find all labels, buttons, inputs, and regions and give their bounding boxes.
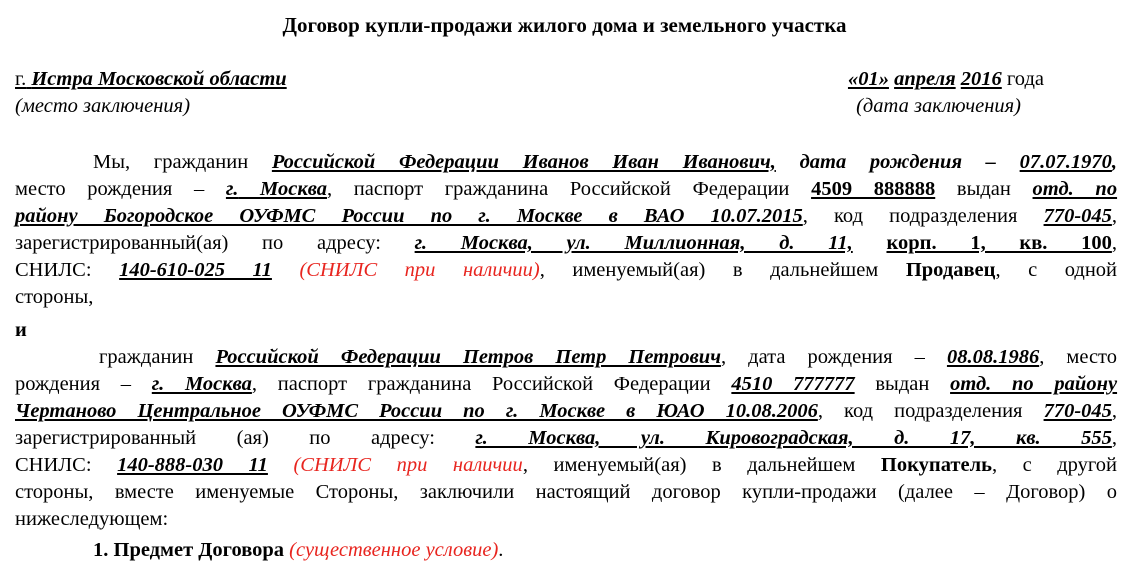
- seller-line-4: зарегистрированный(ая) по адресу: г. Москва, ул. Миллионная, д. 11, корп. 1, кв. 100,: [15, 232, 1118, 254]
- place-caption: (место заключения): [15, 95, 191, 117]
- date-suffix: года: [1006, 68, 1044, 90]
- seller-role: Продавец: [905, 259, 996, 281]
- buyer-line-2: рождения – г. Москва, паспорт гражданина Российской Федерации 4510 777777 выдан отд. по району: [15, 373, 1118, 395]
- seller-address: г. Москва, ул. Миллионная, д. 11,: [414, 232, 853, 254]
- section-1-title: 1. Предмет Договора: [93, 539, 285, 561]
- place-of-signing: г. Истра Московской области: [15, 68, 287, 90]
- buyer-line-7: нижеследующем:: [15, 508, 169, 530]
- buyer-line-5: СНИЛС: 140-888-030 11 (СНИЛС при наличии, именуемый(ая) в дальнейшем Покупатель, с другой: [15, 454, 1117, 476]
- seller-dob: 07.07.1970: [1019, 151, 1112, 173]
- seller-line-3: району Богородское ОУФМС России по г. Москве в ВАО 10.07.2015, код подразделения 770-045,: [15, 205, 1118, 227]
- seller-snils: 140-610-025 11: [119, 259, 272, 281]
- buyer-role: Покупатель: [880, 454, 992, 476]
- buyer-address: г. Москва, ул. Кировоградская, д. 17, кв. 555: [475, 427, 1112, 449]
- buyer-dob: 08.08.1986: [946, 346, 1040, 368]
- date-day: «01»: [847, 68, 889, 90]
- seller-division-code: 770-045: [1043, 205, 1112, 227]
- document-title: Договор купли-продажи жилого дома и земельного участка: [282, 13, 847, 37]
- buyer-birthplace: г. Москва: [151, 373, 252, 395]
- date-month: апреля: [894, 68, 956, 90]
- date-caption: (дата заключения): [856, 95, 1021, 117]
- buyer-issued-by: Чертаново Центральное ОУФМС России по г. Москве в ЮАО 10.08.2006: [15, 400, 818, 422]
- date-year: 2016: [960, 68, 1002, 90]
- caption-row: [15, 93, 1117, 119]
- seller-line-2: место рождения – г. Москва, паспорт гражданина Российской Федерации 4509 888888 выдан отд. по: [15, 178, 1118, 200]
- place-city: Истра Московской области: [31, 68, 287, 90]
- buyer-line-3: Чертаново Центральное ОУФМС России по г. Москве в ЮАО 10.08.2006, код подразделения 770-045,: [15, 400, 1118, 422]
- buyer-passport: 4510 777777: [731, 373, 855, 395]
- buyer-name: Российской Федерации Петров Петр Петрович: [215, 346, 721, 368]
- section-1-note: (существенное условие): [289, 539, 499, 561]
- seller-line-1: Мы, гражданин Российской Федерации Иванов Иван Иванович, дата рождения – 07.07.1970,: [93, 151, 1117, 173]
- buyer-line-1: гражданин Российской Федерации Петров Петр Петрович, дата рождения – 08.08.1986, место: [99, 346, 1117, 368]
- buyer-snils-note: (СНИЛС при наличии: [293, 454, 523, 476]
- buyer-snils: 140-888-030 11: [117, 454, 268, 476]
- buyer-line-6: стороны, вместе именуемые Стороны, заключили настоящий договор купли-продажи (далее – Договор) о: [15, 481, 1117, 503]
- seller-line-5: СНИЛС: 140-610-025 11 (СНИЛС при наличии), именуемый(ая) в дальнейшем Продавец, с одной: [15, 259, 1118, 281]
- section-1-heading: 1. Предмет Договора (существенное условие).: [93, 539, 504, 561]
- seller-birthplace: г. Москва: [225, 178, 327, 200]
- and-word: и: [15, 319, 27, 341]
- buyer-division-code: 770-045: [1043, 400, 1112, 422]
- seller-name: Российской Федерации Иванов Иван Иванович,: [271, 151, 776, 173]
- place-date-row: [15, 66, 1117, 92]
- date-of-signing: [848, 66, 1044, 92]
- buyer-line-4: зарегистрированный (ая) по адресу: г. Москва, ул. Кировоградская, д. 17, кв. 555,: [15, 427, 1117, 449]
- seller-issued-by: району Богородское ОУФМС России по г. Москве в ВАО 10.07.2015: [15, 205, 803, 227]
- seller-passport: 4509 888888: [811, 178, 936, 200]
- seller-address-2: корп. 1, кв. 100: [886, 232, 1112, 254]
- seller-snils-note: (СНИЛС при наличии): [299, 259, 540, 281]
- seller-line-6: стороны,: [15, 286, 94, 308]
